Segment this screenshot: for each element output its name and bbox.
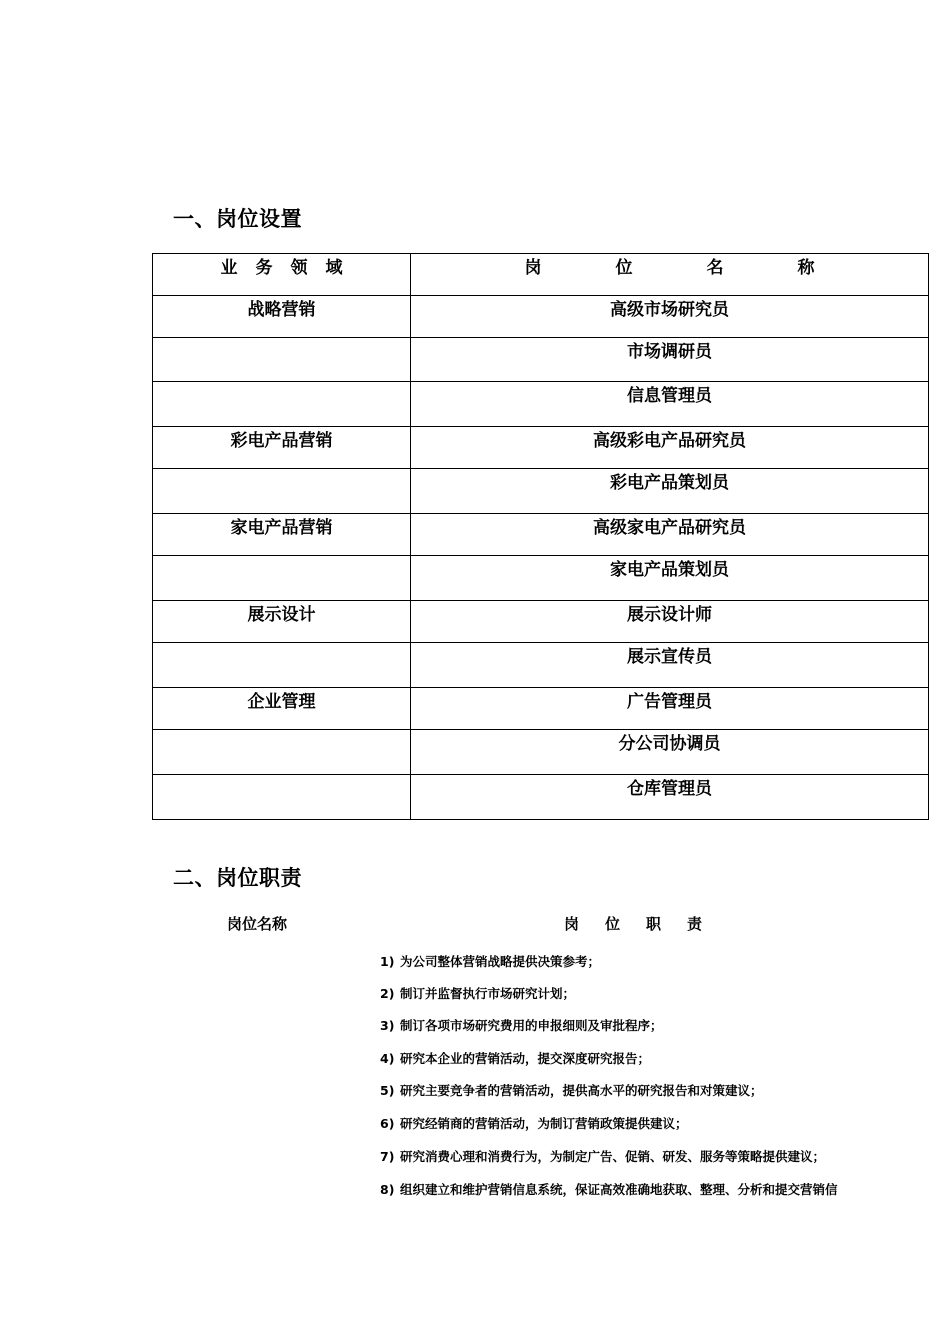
table-row — [153, 514, 929, 556]
table-row — [153, 296, 929, 338]
section-title-post-setup: 一、岗位设置 — [173, 207, 302, 231]
business-area-cell: 展示设计 — [153, 601, 411, 643]
duty-item — [380, 1016, 663, 1034]
duty-text: 研究本企业的营销活动，提交深度研究报告； — [400, 1051, 651, 1066]
business-area-cell: 彩电产品营销 — [153, 427, 411, 469]
duty-text: 研究主要竞争者的营销活动，提供高水平的研究报告和对策建议； — [400, 1083, 763, 1098]
duty-text: 为公司整体营销战略提供决策参考； — [400, 954, 601, 969]
duty-item — [380, 1180, 838, 1198]
business-area-cell — [153, 556, 411, 601]
duty-text: 研究消费心理和消费行为，为制定广告、促销、研发、服务等策略提供建议； — [400, 1149, 826, 1164]
header-post-name: 岗位名称 — [411, 254, 929, 296]
duty-item — [380, 984, 575, 1002]
duty-item — [380, 1147, 825, 1165]
table-row — [153, 688, 929, 730]
business-area-cell — [153, 382, 411, 427]
duty-item — [380, 952, 600, 970]
table-header-row — [153, 254, 929, 296]
duty-item — [380, 1049, 650, 1067]
business-area-cell — [153, 730, 411, 775]
header-business-area: 业务领域 — [153, 254, 411, 296]
duty-column-post-name: 岗位名称 — [227, 915, 288, 933]
table-row — [153, 601, 929, 643]
post-name-cell: 高级市场研究员 — [411, 296, 929, 338]
duty-number: 1) — [380, 954, 395, 969]
duty-text: 制订各项市场研究费用的申报细则及审批程序； — [400, 1018, 663, 1033]
table-row — [153, 556, 929, 601]
table-row — [153, 427, 929, 469]
duty-number: 4) — [380, 1051, 395, 1066]
duty-text: 组织建立和维护营销信息系统，保证高效准确地获取、整理、分析和提交营销信 — [400, 1182, 838, 1197]
business-area-cell — [153, 643, 411, 688]
post-name-cell: 展示设计师 — [411, 601, 929, 643]
business-area-cell — [153, 338, 411, 382]
duty-number: 2) — [380, 986, 395, 1001]
post-name-cell: 家电产品策划员 — [411, 556, 929, 601]
duty-number: 3) — [380, 1018, 395, 1033]
duty-text: 制订并监督执行市场研究计划； — [400, 986, 576, 1001]
post-name-cell: 信息管理员 — [411, 382, 929, 427]
business-area-cell — [153, 775, 411, 820]
post-name-cell: 高级家电产品研究员 — [411, 514, 929, 556]
table-row — [153, 382, 929, 427]
post-name-cell: 高级彩电产品研究员 — [411, 427, 929, 469]
table-row — [153, 338, 929, 382]
business-area-cell: 企业管理 — [153, 688, 411, 730]
post-name-cell: 彩电产品策划员 — [411, 469, 929, 514]
duty-number: 7) — [380, 1149, 395, 1164]
post-setup-table — [152, 253, 929, 820]
duty-item — [380, 1081, 763, 1099]
post-name-cell: 市场调研员 — [411, 338, 929, 382]
post-name-cell: 分公司协调员 — [411, 730, 929, 775]
business-area-cell: 家电产品营销 — [153, 514, 411, 556]
table-row — [153, 643, 929, 688]
post-name-cell: 仓库管理员 — [411, 775, 929, 820]
duty-text: 研究经销商的营销活动，为制订营销政策提供建议； — [400, 1116, 688, 1131]
post-name-cell: 广告管理员 — [411, 688, 929, 730]
duty-number: 8) — [380, 1182, 395, 1197]
duty-number: 5) — [380, 1083, 395, 1098]
business-area-cell — [153, 469, 411, 514]
duty-column-duties: 岗位职责 — [564, 915, 729, 933]
section-title-post-duties: 二、岗位职责 — [173, 866, 302, 890]
table-row — [153, 469, 929, 514]
post-name-cell: 展示宣传员 — [411, 643, 929, 688]
duty-number: 6) — [380, 1116, 395, 1131]
business-area-cell: 战略营销 — [153, 296, 411, 338]
table-row — [153, 775, 929, 820]
table-row — [153, 730, 929, 775]
duty-item — [380, 1114, 688, 1132]
